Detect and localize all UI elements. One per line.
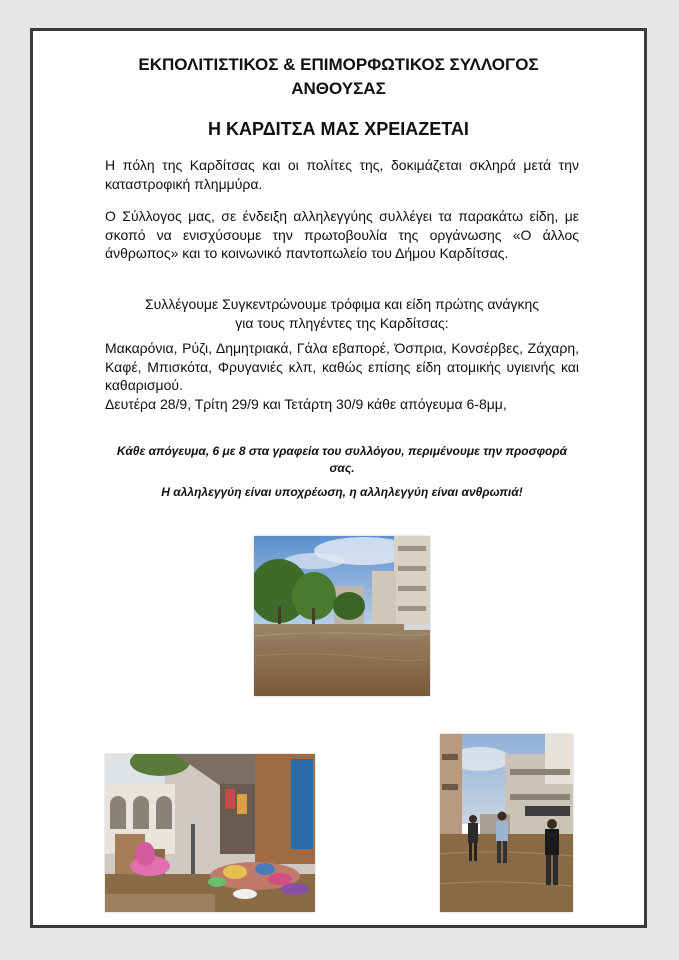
- people-walking-flood-photo: [440, 734, 573, 912]
- collection-paragraph: [105, 295, 579, 332]
- items-list-text: Μακαρόνια, Ρύζι, Δημητριακά, Γάλα εβαπορέ, Όσπρια, Κονσέρβες, Ζάχαρη, Καφέ, Μπισκότα, Φρυγανιές κλπ, καθώς επίσης είδη ατομικής υγιεινής και καθαρισμού.: [105, 340, 579, 393]
- solidarity-slogan: Η αλληλεγγύη είναι υποχρέωση, η αλληλεγγύη είναι ανθρωπιά!: [161, 485, 523, 499]
- organization-name-line2: ΑΝΘΟΥΣΑΣ: [291, 79, 386, 98]
- schedule-text: Δευτέρα 28/9, Τρίτη 29/9 και Τετάρτη 30/9 κάθε απόγευμα 6-8μμ,: [105, 395, 507, 412]
- flyer-page: [30, 28, 647, 928]
- items-paragraph: [105, 339, 579, 413]
- intro-paragraph: Η πόλη της Καρδίτσας και οι πολίτες της, δοκιμάζεται σκληρά μετά την καταστροφική πλημμύρα.: [105, 157, 579, 192]
- collection-line2: για τους πληγέντες της Καρδίτσας:: [235, 314, 449, 331]
- flooded-street-photo: [254, 536, 430, 696]
- flyer-headline: Η ΚΑΡΔΙΤΣΑ ΜΑΣ ΧΡΕΙΑΖΕΤΑΙ: [208, 119, 469, 139]
- organization-name-line1: ΕΚΠΟΛΙΤΙΣΤΙΚΟΣ & ΕΠΙΜΟΡΦΩΤΙΚΟΣ ΣΥΛΛΟΓΟΣ: [138, 55, 539, 74]
- collection-line1: Συλλέγουμε Συγκεντρώνουμε τρόφιμα και είδη πρώτης ανάγκης: [144, 296, 540, 312]
- organization-name: [33, 53, 644, 101]
- office-hours-note: Κάθε απόγευμα, 6 με 8 στα γραφεία του συλλόγου, περιμένουμε την προσφορά σας.: [116, 444, 568, 475]
- association-paragraph: Ο Σύλλογος μας, σε ένδειξη αλληλεγγύης συλλέγει τα παρακάτω είδη, με σκοπό να ενισχύσουμε την πρωτοβουλία της οργάνωσης «Ο άλλος άνθρωπος» και το κοινωνικό παντοπωλείο του Δήμου Καρδίτσας.: [105, 208, 579, 261]
- damaged-shop-photo: [105, 754, 315, 912]
